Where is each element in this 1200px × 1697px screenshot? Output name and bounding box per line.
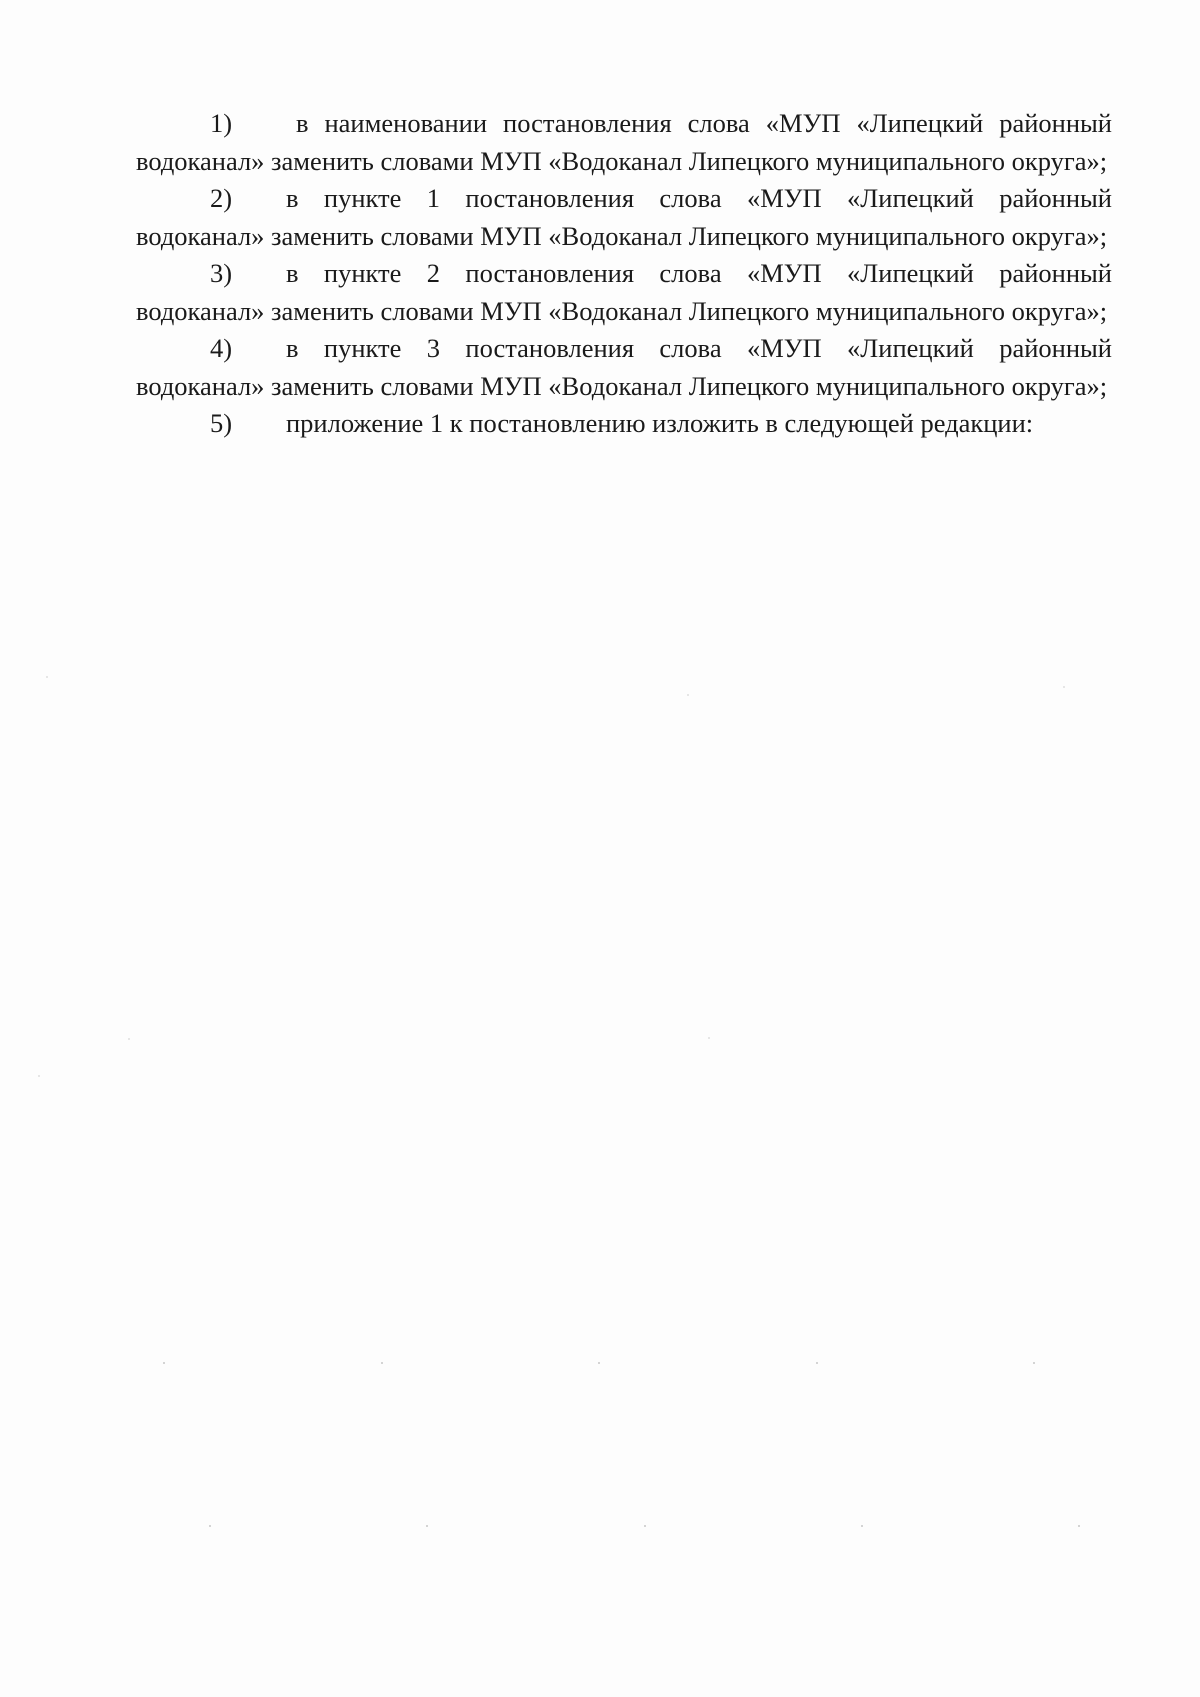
scan-speck [1063,686,1065,688]
scan-speck [644,1525,646,1527]
scan-speck [128,1038,130,1040]
item-text: приложение 1 к постановлению изложить в следующей редакции: [286,408,1034,438]
scan-speck [1033,1362,1035,1364]
item-text: в пункте 2 постановления слова «МУП «Липецкий районный водоканал» заменить словами МУП «Водоканал Липецкого муниципального округа»; [136,258,1112,326]
list-item [136,330,1112,405]
document-body [136,105,1112,443]
scan-speck [816,1362,818,1364]
scan-speck [598,1362,600,1364]
scan-speck [861,1525,863,1527]
scan-speck [426,1525,428,1527]
item-text: в пункте 3 постановления слова «МУП «Липецкий районный водоканал» заменить словами МУП «Водоканал Липецкого муниципального округа»; [136,333,1112,401]
item-number: 2) [210,183,233,213]
list-item [136,255,1112,330]
scan-speck [163,1362,165,1364]
item-text: в наименовании постановления слова «МУП «Липецкий районный водоканал» заменить словами МУП «Водоканал Липецкого муниципального округа»; [136,108,1112,176]
scan-speck [209,1525,211,1527]
item-number: 5) [210,408,233,438]
scan-speck [708,1037,710,1039]
item-number: 1) [210,108,233,138]
scan-speck [1078,1525,1080,1527]
scan-speck [687,694,689,696]
scan-speck [38,1075,40,1077]
scan-speck [46,676,48,678]
scan-speck [381,1362,383,1364]
item-number: 3) [210,258,233,288]
list-item [136,180,1112,255]
list-item [136,105,1112,180]
item-text: в пункте 1 постановления слова «МУП «Липецкий районный водоканал» заменить словами МУП «Водоканал Липецкого муниципального округа»; [136,183,1112,251]
item-number: 4) [210,333,233,363]
list-item [136,405,1112,443]
